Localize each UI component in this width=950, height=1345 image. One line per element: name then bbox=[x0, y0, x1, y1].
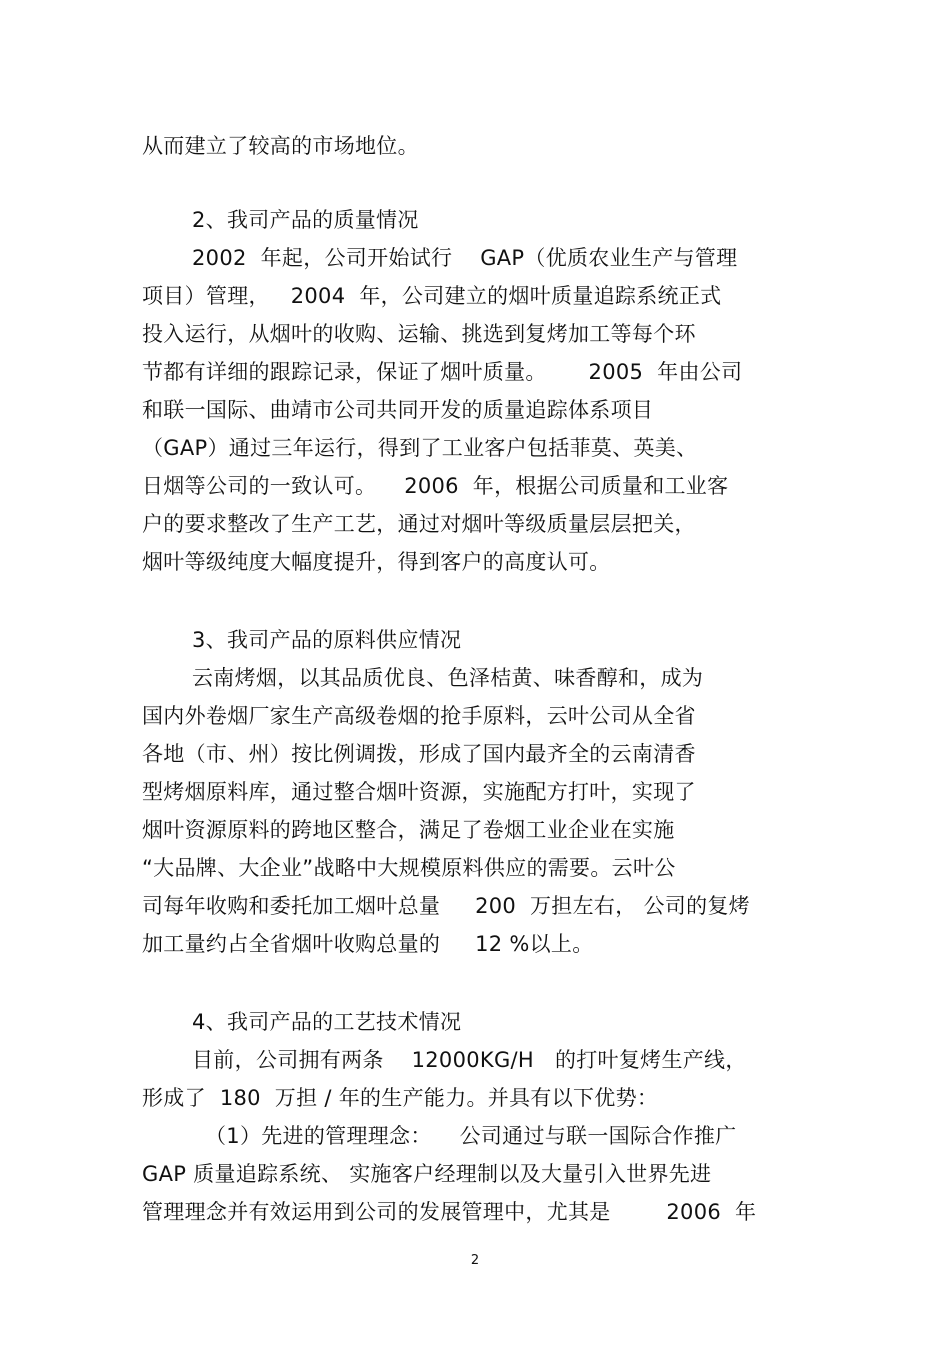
section-heading-quality: 2、我司产品的质量情况 bbox=[192, 208, 419, 232]
paragraph-line: 管理理念并有效运用到公司的发展管理中，尤其是 2006 年 bbox=[142, 1200, 757, 1224]
paragraph-line: “大品牌、大企业”战略中大规模原料供应的需要。云叶公 bbox=[142, 856, 676, 880]
paragraph-line: 加工量约占全省烟叶收购总量的 12 %以上。 bbox=[142, 932, 594, 956]
paragraph-line: 节都有详细的跟踪记录，保证了烟叶质量。 2005 年由公司 bbox=[142, 360, 743, 384]
paragraph-line: （GAP）通过三年运行，得到了工业客户包括菲莫、英美、 bbox=[142, 436, 698, 460]
section-heading-supply: 3、我司产品的原料供应情况 bbox=[192, 628, 462, 652]
paragraph-line: 从而建立了较高的市场地位。 bbox=[142, 134, 419, 158]
paragraph-line: 国内外卷烟厂家生产高级卷烟的抢手原料，云叶公司从全省 bbox=[142, 704, 696, 728]
paragraph-line: 2002 年起，公司开始试行 GAP（优质农业生产与管理 bbox=[192, 246, 738, 270]
section-heading-technology: 4、我司产品的工艺技术情况 bbox=[192, 1010, 462, 1034]
paragraph-line: 日烟等公司的一致认可。 2006 年，根据公司质量和工业客 bbox=[142, 474, 729, 498]
paragraph-line: （1）先进的管理理念： 公司通过与联一国际合作推广 bbox=[205, 1124, 737, 1148]
paragraph-line: 司每年收购和委托加工烟叶总量 200 万担左右， 公司的复烤 bbox=[142, 894, 750, 918]
paragraph-line: 型烤烟原料库，通过整合烟叶资源，实施配方打叶，实现了 bbox=[142, 780, 696, 804]
paragraph-line: 投入运行，从烟叶的收购、运输、挑选到复烤加工等每个环 bbox=[142, 322, 696, 346]
paragraph-line: 烟叶资源原料的跨地区整合，满足了卷烟工业企业在实施 bbox=[142, 818, 675, 842]
paragraph-line: 户的要求整改了生产工艺，通过对烟叶等级质量层层把关， bbox=[142, 512, 696, 536]
paragraph-line: GAP 质量追踪系统、 实施客户经理制以及大量引入世界先进 bbox=[142, 1162, 712, 1186]
paragraph-line: 项目）管理， 2004 年，公司建立的烟叶质量追踪系统正式 bbox=[142, 284, 722, 308]
paragraph-line: 烟叶等级纯度大幅度提升，得到客户的高度认可。 bbox=[142, 550, 611, 574]
paragraph-line: 云南烤烟，以其品质优良、色泽桔黄、味香醇和，成为 bbox=[192, 666, 704, 690]
paragraph-line: 目前，公司拥有两条 12000KG/H 的打叶复烤生产线， bbox=[192, 1048, 747, 1072]
paragraph-line: 和联一国际、曲靖市公司共同开发的质量追踪体系项目 bbox=[142, 398, 654, 422]
paragraph-line: 各地（市、州）按比例调拨，形成了国内最齐全的云南清香 bbox=[142, 742, 696, 766]
paragraph-line: 形成了 180 万担 / 年的生产能力。并具有以下优势： bbox=[142, 1086, 659, 1110]
page-number: 2 bbox=[470, 1253, 480, 1268]
